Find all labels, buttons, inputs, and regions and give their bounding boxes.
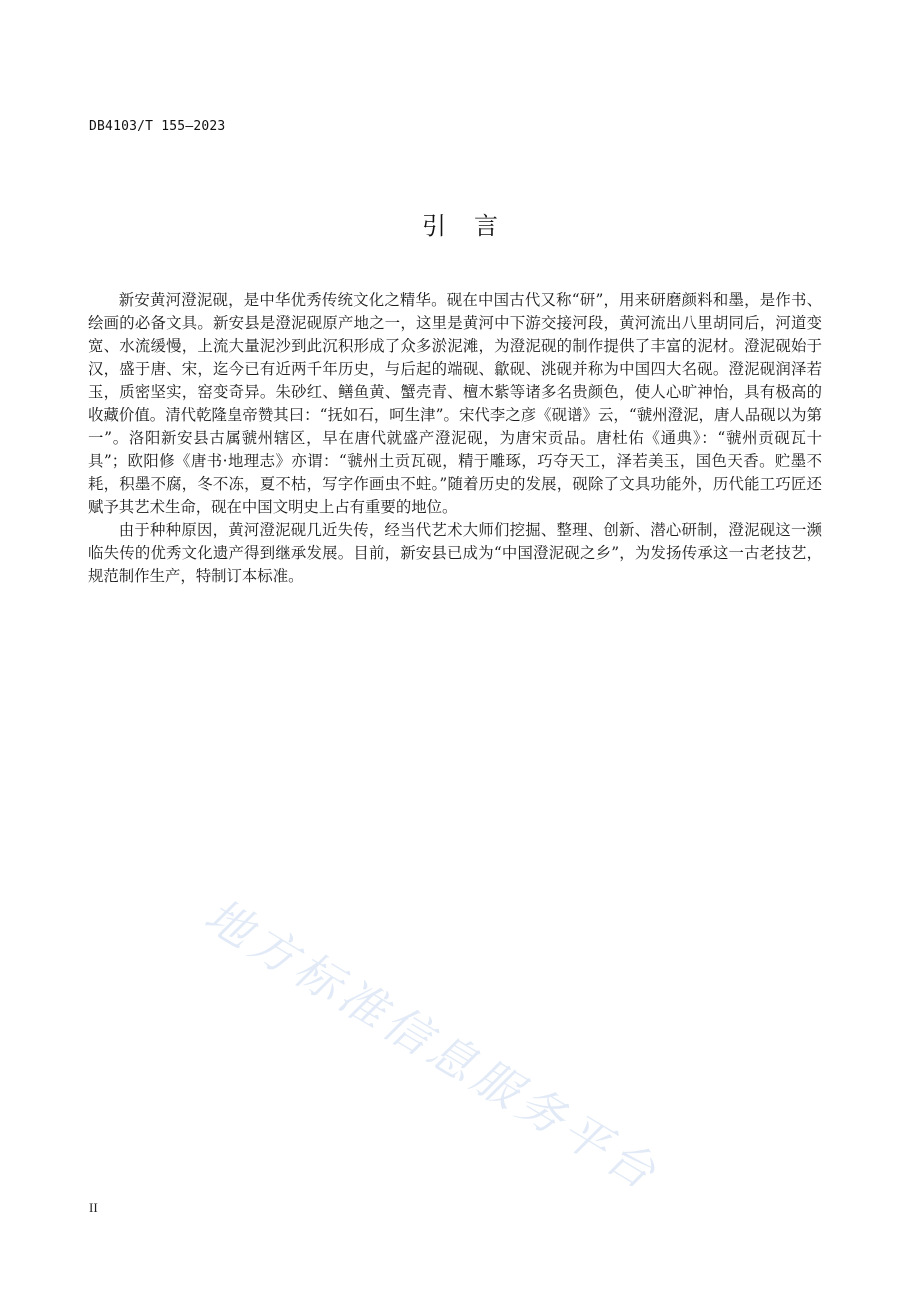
paragraph-2: 由于种种原因，黄河澄泥砚几近失传，经当代艺术大师们挖掘、整理、创新、潜心研制，澄泥砚这一濒临失传的优秀文化遗产得到继承发展。目前，新安县已成为“中国澄泥砚之乡”，为发扬传承这一古老技艺，规范制作生产，特制订本标准。 bbox=[88, 521, 822, 585]
page-number: II bbox=[89, 1200, 98, 1215]
introduction-body bbox=[88, 289, 822, 588]
watermark-text: 地方标准信息服务平台 bbox=[195, 887, 670, 1202]
paragraph-1: 新安黄河澄泥砚，是中华优秀传统文化之精华。砚在中国古代又称“研”，用来研磨颜料和墨，是作书、绘画的必备文具。新安县是澄泥砚原产地之一，这里是黄河中下游交接河段，黄河流出八里胡同后，河道变宽、水流缓慢，上流大量泥沙到此沉积形成了众多淤泥滩，为澄泥砚的制作提供了丰富的泥材。澄泥砚始于汉，盛于唐、宋，迄今已有近两千年历史，与后起的端砚、歙砚、洮砚并称为中国四大名砚。澄泥砚润泽若玉，质密坚实，窑变奇异。朱砂红、鳝鱼黄、蟹壳青、檀木紫等诸多名贵颜色，使人心旷神怡，具有极高的收藏价值。清代乾隆皇帝赞其曰：“抚如石，呵生津”。宋代李之彦《砚谱》云，“虢州澄泥，唐人品砚以为第一”。洛阳新安县古属虢州辖区，早在唐代就盛产澄泥砚，为唐宋贡品。唐杜佑《通典》：“虢州贡砚瓦十具”；欧阳修《唐书·地理志》亦谓：“虢州土贡瓦砚，精于雕琢，巧夺天工，泽若美玉，国色天香。贮墨不耗，积墨不腐，冬不冻，夏不枯，写字作画虫不蛀。”随着历史的发展，砚除了文具功能外，历代能工巧匠还赋予其艺术生命，砚在中国文明史上占有重要的地位。 bbox=[88, 291, 822, 516]
document-code: DB4103/T 155—2023 bbox=[89, 119, 226, 134]
section-title: 引言 bbox=[422, 212, 526, 240]
